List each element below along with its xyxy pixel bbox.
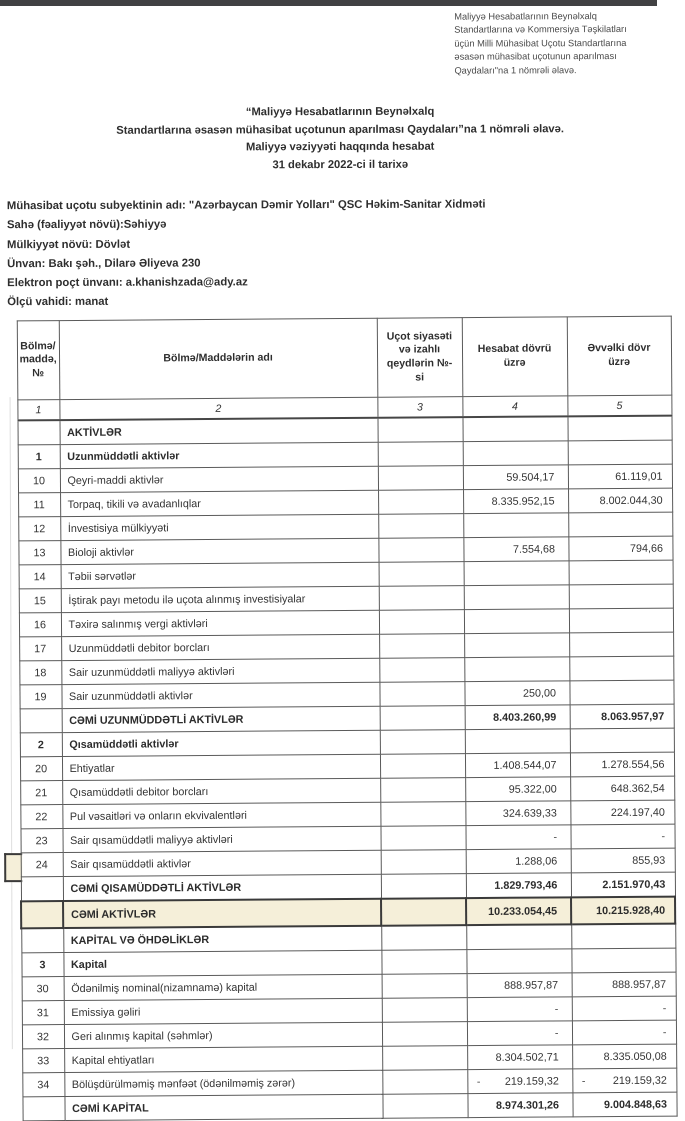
row-section-number (22, 1097, 64, 1121)
row-note-number (382, 1070, 467, 1095)
row-previous-value: 61.119,01 (568, 464, 672, 489)
row-previous-value (569, 656, 673, 681)
row-section-number: 19 (19, 685, 61, 709)
row-previous-value: - 219.159,32 (572, 1068, 676, 1093)
row-note-number (378, 442, 463, 467)
row-section-number: 10 (18, 469, 60, 493)
row-note-number (379, 658, 464, 683)
row-section-number: 16 (19, 613, 61, 637)
row-item-name: CƏMİ KAPİTAL (64, 1094, 382, 1120)
row-item-name: Ehtiyatlar (62, 754, 380, 780)
column-number: 1 (17, 400, 59, 421)
info-email: Elektron poçt ünvanı: a.khanishzada@ady.az (7, 276, 248, 290)
row-item-name: Emissiya gəliri (64, 998, 382, 1024)
row-previous-value: 224.197,40 (570, 800, 674, 825)
row-section-number: 31 (22, 1001, 64, 1025)
row-section-number (17, 420, 59, 445)
row-note-number (380, 802, 465, 827)
row-item-name: Təxirə salınmış vergi aktivləri (61, 610, 379, 636)
header-item-name: Bölmə/Maddələrin adı (59, 318, 378, 399)
report-title: Maliyyə vəziyyəti haqqında hesabat (245, 140, 435, 154)
row-note-number (377, 417, 462, 442)
row-note-number (380, 778, 465, 803)
row-section-number: 1 (18, 445, 60, 469)
row-current-value: 324.639,33 (465, 801, 570, 826)
row-item-name: CƏMİ AKTİVLƏR (63, 899, 381, 928)
row-note-number (379, 562, 464, 587)
row-section-number: 13 (18, 541, 60, 565)
row-section-number: 22 (20, 805, 62, 829)
row-previous-value: 10.215.928,40 (571, 897, 675, 925)
row-item-name: CƏMİ QISAMÜDDƏTLİ AKTİVLƏR (63, 874, 381, 901)
row-previous-value: 648.362,54 (570, 776, 674, 801)
scan-margin-line (10, 397, 13, 1049)
row-note-number (379, 682, 464, 707)
row-current-value (462, 416, 567, 441)
row-section-number: 20 (20, 757, 62, 781)
row-note-number (382, 998, 467, 1023)
row-current-value: 8.335.952,15 (463, 489, 568, 514)
row-previous-value: 9.004.848,63 (572, 1092, 676, 1117)
header-previous-period: Əvvəlki dövr üzrə (567, 316, 672, 396)
info-measure-unit: Ölçü vahidi: manat (7, 296, 109, 309)
row-current-value (466, 949, 571, 974)
column-number: 4 (462, 396, 567, 417)
row-current-value: - 219.159,32 (467, 1069, 572, 1094)
row-current-value (465, 729, 570, 754)
row-previous-value: - (572, 996, 676, 1021)
row-note-number (381, 950, 466, 975)
row-current-value: 8.304.502,71 (467, 1045, 572, 1070)
row-current-value: 250,00 (464, 681, 569, 706)
row-section-number: 17 (19, 637, 61, 661)
row-section-number: 3 (21, 953, 63, 977)
row-section-number: 2 (20, 733, 62, 757)
row-current-value (463, 441, 568, 466)
row-current-value (464, 609, 569, 634)
row-note-number (381, 850, 466, 875)
column-number: 5 (567, 395, 671, 416)
row-note-number (380, 754, 465, 779)
row-section-number (21, 877, 63, 902)
info-ownership-type: Mülkiyyət növü: Dövlət (7, 238, 131, 251)
header-section-number: Bölmə/ maddə, № (17, 321, 60, 400)
row-previous-value: 8.063.957,97 (570, 704, 674, 729)
row-item-name: Pul vəsaitləri və onların ekvivalentləri (62, 802, 380, 828)
row-note-number (380, 730, 465, 755)
row-section-number: 32 (22, 1025, 64, 1049)
row-note-number (382, 1046, 467, 1071)
row-section-number: 33 (22, 1049, 64, 1073)
row-previous-value: 888.957,87 (572, 972, 676, 997)
row-item-name: Qısamüddətli aktivlər (62, 730, 380, 756)
row-note-number (381, 898, 466, 926)
row-previous-value (568, 440, 672, 465)
row-current-value: 1.829.793,46 (466, 873, 571, 898)
row-item-name: Geri alınmış kapital (səhmlər) (64, 1022, 382, 1048)
info-sector: Sahə (fəaliyyət növü):Səhiyyə (6, 218, 167, 232)
row-previous-value (571, 924, 675, 949)
entity-info-block (7, 195, 486, 312)
row-previous-value: 8.335.050,08 (572, 1044, 676, 1069)
row-item-name: Kapital (63, 950, 381, 976)
title-annex-line-2: Standartlarına əsasən mühasibat uçotunun aparılması Qaydaları”na 1 nömrəli əlavə. (116, 122, 564, 137)
row-item-name: İnvestisiya mülkiyyəti (60, 514, 378, 540)
row-item-name: Sair qısamüddətli aktivlər (63, 850, 381, 876)
row-section-number (21, 928, 63, 953)
row-current-value: 59.504,17 (463, 465, 568, 490)
row-note-number (379, 610, 464, 635)
row-section-number: 12 (18, 517, 60, 541)
row-current-value: 1.408.544,07 (465, 753, 570, 778)
row-previous-value (571, 948, 675, 973)
row-note-number (378, 466, 463, 491)
row-item-name: Uzunmüddətli debitor borcları (61, 634, 379, 660)
row-current-value (463, 513, 568, 538)
column-number: 2 (59, 397, 377, 420)
balance-sheet-table (16, 316, 678, 1121)
row-item-name: Sair qısamüddətli maliyyə aktivləri (62, 826, 380, 852)
row-current-value (466, 924, 571, 949)
row-current-value: 1.288,06 (466, 849, 571, 874)
report-title-block (0, 103, 682, 176)
row-previous-value (570, 728, 674, 753)
row-previous-value: 8.002.044,30 (568, 488, 672, 513)
row-item-name: Ödənilmiş nominal(nizamnamə) kapital (64, 974, 382, 1000)
row-section-number: 34 (22, 1073, 64, 1097)
row-section-number: 18 (19, 661, 61, 685)
row-section-number: 30 (22, 977, 64, 1001)
row-current-value: - (467, 997, 572, 1022)
row-note-number (378, 538, 463, 563)
row-item-name: Qısamüddətli debitor borcları (62, 778, 380, 804)
row-previous-value (569, 584, 673, 609)
row-section-number: 11 (18, 493, 60, 517)
row-note-number (381, 925, 466, 950)
row-section-number: 23 (20, 829, 62, 853)
row-section-number: 24 (21, 853, 63, 877)
row-note-number (380, 706, 465, 731)
info-entity-name: Mühasibat uçotu subyektinin adı: "Azərbaycan Dəmir Yolları" QSC Həkim-Sanitar Xidməti (6, 198, 486, 213)
row-item-name: KAPİTAL VƏ ÖHDƏLİKLƏR (63, 926, 381, 953)
table-body (17, 416, 676, 1121)
row-item-name: Uzunmüddətli aktivlər (60, 442, 378, 468)
row-current-value: - (467, 1021, 572, 1046)
row-current-value: 10.233.054,45 (466, 897, 571, 925)
row-item-name: İştirak payı metodu ilə uçota alınmış investisiyalar (61, 586, 379, 612)
row-previous-value (569, 608, 673, 633)
row-note-number (378, 490, 463, 515)
row-previous-value (568, 512, 672, 537)
row-previous-value: 2.151.970,43 (571, 872, 675, 897)
row-note-number (382, 974, 467, 999)
row-previous-value: - (570, 824, 674, 849)
row-current-value (464, 657, 569, 682)
row-current-value (464, 633, 569, 658)
row-current-value: 8.403.260,99 (465, 705, 570, 730)
row-note-number (381, 874, 466, 899)
row-item-name: Təbii sərvətlər (61, 562, 379, 588)
row-current-value: - (465, 825, 570, 850)
row-previous-value (567, 416, 671, 441)
row-current-value: 95.322,00 (465, 777, 570, 802)
row-item-name: Qeyri-maddi aktivlər (60, 466, 378, 492)
row-previous-value: 1.278.554,56 (570, 752, 674, 777)
row-item-name: Bioloji aktivlər (60, 538, 378, 564)
header-notes-number: Uçot siyasəti və izahlı qeydlərin №- si (377, 318, 463, 398)
table-row (22, 1068, 676, 1097)
row-previous-value: 794,66 (568, 536, 672, 561)
row-note-number (378, 514, 463, 539)
header-current-period: Hesabat dövrü üzrə (462, 317, 568, 397)
row-current-value: 888.957,87 (467, 973, 572, 998)
row-item-name: Sair uzunmüddətli aktivlər (61, 682, 379, 708)
row-previous-value: 855,93 (571, 848, 675, 873)
row-item-name: Sair uzunmüddətli maliyyə aktivləri (61, 658, 379, 684)
table-header-row (17, 316, 672, 400)
row-section-number: 21 (20, 781, 62, 805)
row-section-number (21, 901, 63, 928)
row-note-number (379, 634, 464, 659)
row-item-name: Bölüşdürülməmiş mənfəət (ödənilməmiş zərər) (64, 1070, 382, 1096)
row-section-number: 15 (19, 589, 61, 613)
row-previous-value (569, 632, 673, 657)
row-current-value: 7.554,68 (463, 537, 568, 562)
row-note-number (379, 586, 464, 611)
title-annex-line-1: “Maliyyə Hesabatlarının Beynəlxalq (245, 105, 435, 119)
info-address: Ünvan: Bakı şəh., Dilarə Əliyeva 230 (7, 257, 201, 271)
column-number: 3 (377, 397, 462, 418)
report-date: 31 dekabr 2022-ci il tarixə (272, 158, 409, 172)
row-previous-value: - (572, 1020, 676, 1045)
row-note-number (380, 826, 465, 851)
row-section-number: 14 (19, 565, 61, 589)
row-note-number (382, 1094, 467, 1119)
row-previous-value (569, 680, 673, 705)
row-note-number (382, 1022, 467, 1047)
row-current-value (464, 561, 569, 586)
table-row (22, 1092, 676, 1121)
row-item-name: Kapital ehtiyatları (64, 1046, 382, 1072)
row-current-value: 8.974.301,26 (467, 1093, 572, 1118)
row-item-name: Torpaq, tikili və avadanlıqlar (60, 490, 378, 516)
row-item-name: CƏMİ UZUNMÜDDƏTLİ AKTİVLƏR (62, 706, 380, 732)
row-previous-value (569, 560, 673, 585)
row-current-value (464, 585, 569, 610)
corner-annex-note: Maliyyə Hesabatlarının Beynəlxalq Standartlarına və Kommersiya Təşkilatları üçün Milli Mühasibat Uçotu Standartlarına əsasən mühasibat uçotunun aparılması Qaydaları"na 1 nömrəli əlavə. (454, 11, 627, 76)
row-section-number (20, 709, 62, 733)
row-item-name: AKTİVLƏR (59, 418, 377, 445)
